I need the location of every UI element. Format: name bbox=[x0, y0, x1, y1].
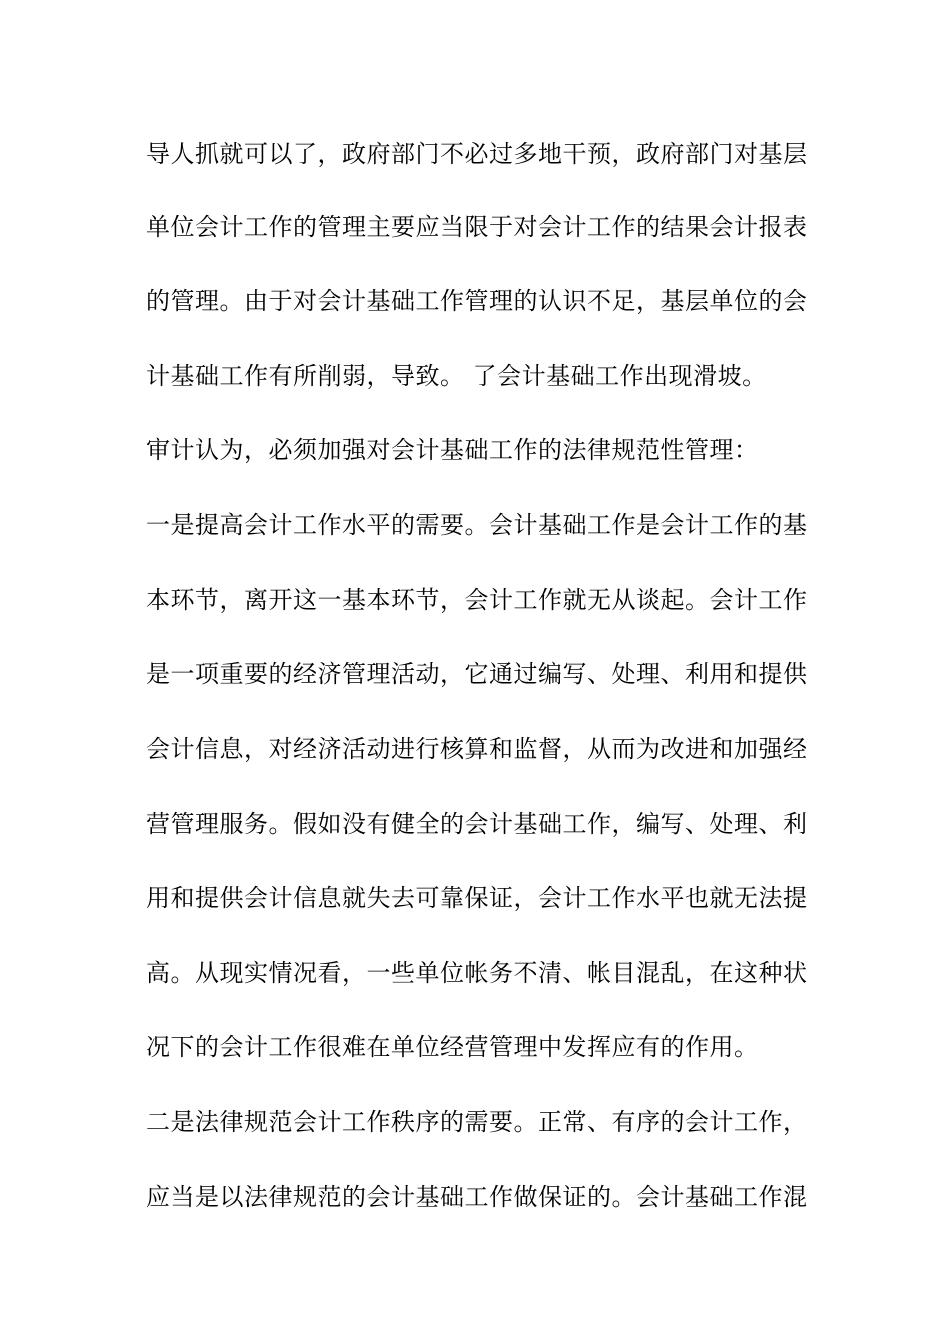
text-line-13: 况下的会计工作很难在单位经营管理中发挥应有的作用。 bbox=[146, 1033, 759, 1061]
text-line-8: 是一项重要的经济管理活动，它通过编写、处理、利用和提供 bbox=[146, 660, 808, 688]
text-line-10: 营管理服务。假如没有健全的会计基础工作，编写、处理、利 bbox=[146, 810, 808, 838]
text-line-9: 会计信息，对经济活动进行核算和监督，从而为改进和加强经 bbox=[146, 735, 808, 763]
text-line-14: 二是法律规范会计工作秩序的需要。正常、有序的会计工作， bbox=[146, 1108, 808, 1136]
text-line-3: 的管理。由于对会计基础工作管理的认识不足，基层单位的会 bbox=[146, 287, 808, 315]
text-line-6: 一是提高会计工作水平的需要。会计基础工作是会计工作的基 bbox=[146, 511, 808, 539]
text-line-4: 计基础工作有所削弱，导致。 了会计基础工作出现滑坡。 bbox=[146, 362, 767, 390]
text-line-5: 审计认为，必须加强对会计基础工作的法律规范性管理： bbox=[146, 436, 759, 464]
text-line-2: 单位会计工作的管理主要应当限于对会计工作的结果会计报表 bbox=[146, 213, 808, 241]
text-line-15: 应当是以法律规范的会计基础工作做保证的。会计基础工作混 bbox=[146, 1183, 808, 1211]
text-line-1: 导人抓就可以了，政府部门不必过多地干预，政府部门对基层 bbox=[146, 140, 808, 168]
text-line-11: 用和提供会计信息就失去可靠保证，会计工作水平也就无法提 bbox=[146, 884, 808, 912]
text-line-12: 高。从现实情况看，一些单位帐务不清、帐目混乱，在这种状 bbox=[146, 959, 808, 987]
text-line-7: 本环节，离开这一基本环节，会计工作就无从谈起。会计工作 bbox=[146, 586, 808, 614]
